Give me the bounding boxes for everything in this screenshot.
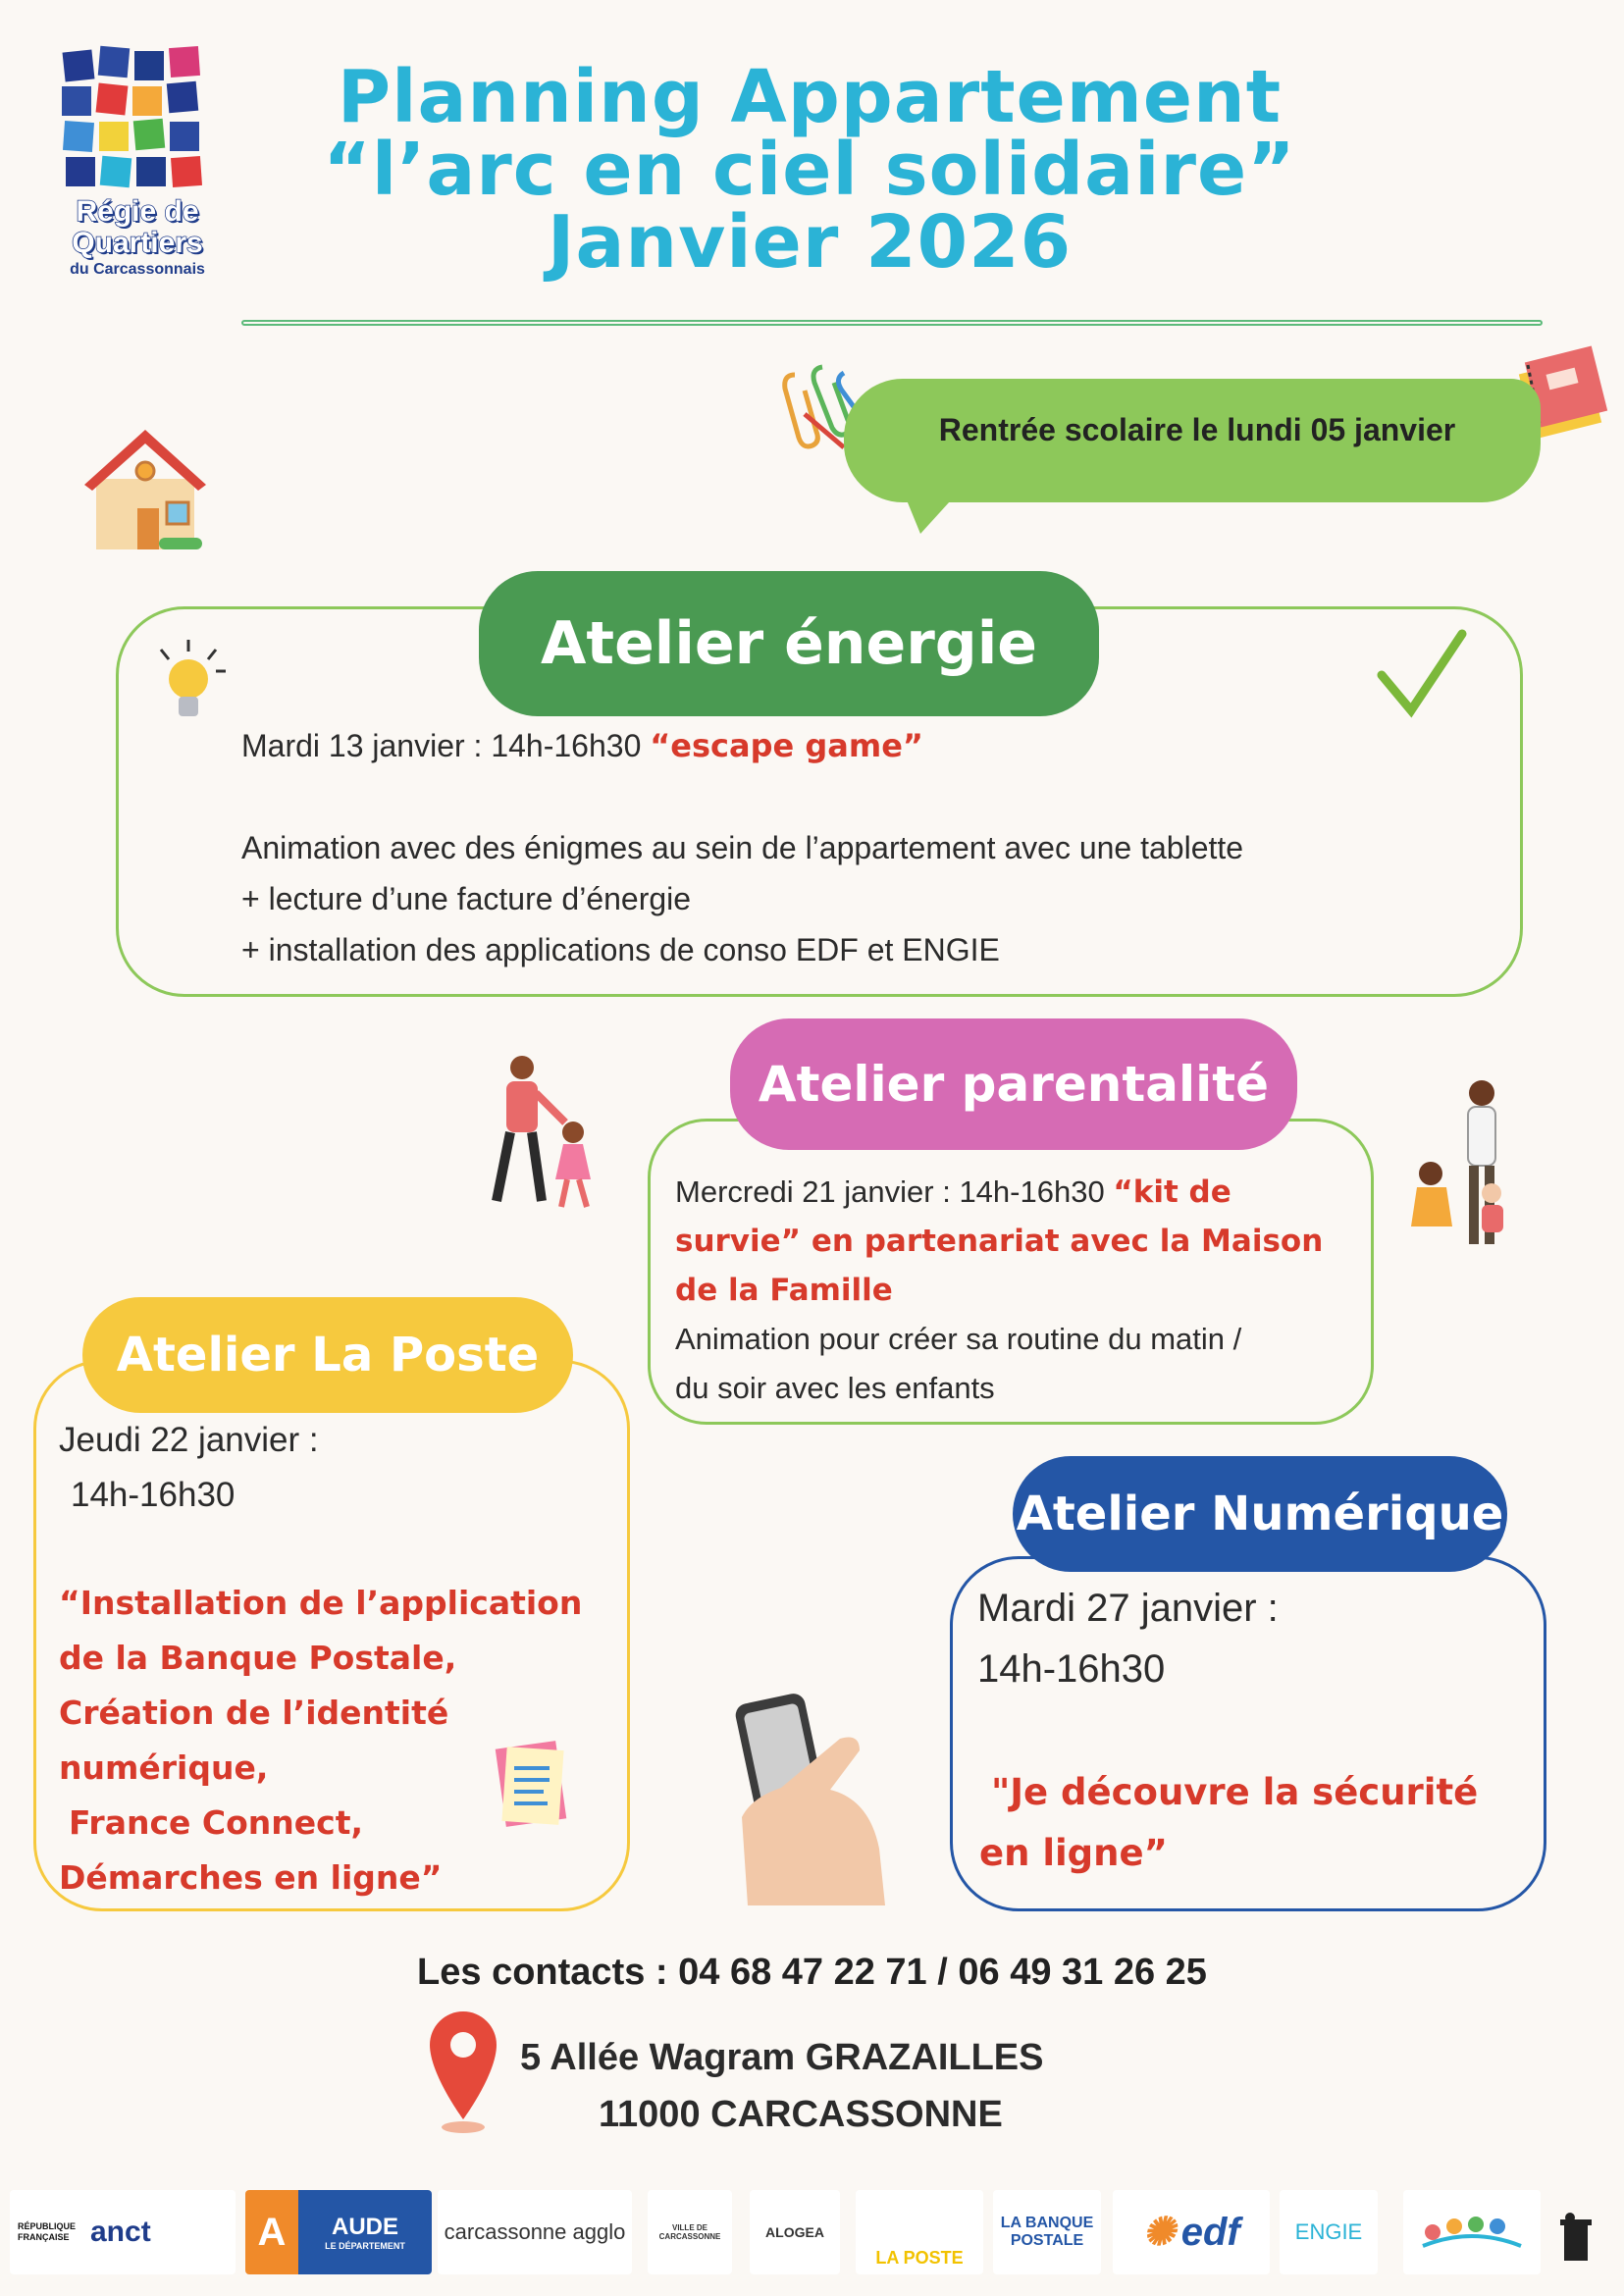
- smartphone-hand-icon: [732, 1690, 909, 1905]
- aude-sub: LE DÉPARTEMENT: [325, 2241, 405, 2251]
- lightbulb-icon: [155, 636, 234, 730]
- numerique-date2: 14h-16h30: [977, 1647, 1166, 1691]
- parentalite-line2: du soir avec les enfants: [675, 1371, 995, 1405]
- edf-flower-icon: ✺: [1142, 2211, 1176, 2254]
- edf-label: edf: [1180, 2210, 1240, 2254]
- parentalite-heading: Atelier parentalité: [730, 1018, 1297, 1150]
- energie-line3: + installation des applications de conso EDF et ENGIE: [241, 932, 1000, 967]
- edf-logo: [1113, 2190, 1270, 2274]
- rf-anct-logo: [10, 2190, 236, 2274]
- aude-a-icon: A: [245, 2190, 298, 2274]
- parentalite-highlight2: survie” en partenariat avec la Maison: [675, 1224, 1324, 1259]
- laposte-logo: LA POSTE: [856, 2190, 983, 2274]
- aude-label: AUDE: [331, 2214, 398, 2240]
- location-pin-icon: [424, 2008, 502, 2137]
- poste-h1: “Installation de l’application: [59, 1584, 583, 1622]
- regie-logo: [54, 41, 221, 304]
- numerique-heading: Atelier Numérique: [1013, 1456, 1507, 1572]
- energie-heading: Atelier énergie: [479, 571, 1099, 716]
- poste-h6: Démarches en ligne”: [59, 1858, 443, 1897]
- parentalite-highlight1: “kit de: [1113, 1174, 1231, 1210]
- trash-bin-icon: [1556, 2212, 1596, 2267]
- title-divider: [241, 320, 1543, 326]
- parentalite-highlight3: de la Famille: [675, 1273, 893, 1308]
- energie-date: Mardi 13 janvier : 14h-16h30: [241, 728, 642, 763]
- poste-heading: Atelier La Poste: [82, 1297, 573, 1413]
- poste-date2: 14h-16h30: [71, 1476, 236, 1514]
- energie-date-line: [241, 720, 1497, 771]
- energie-highlight: “escape game”: [650, 727, 923, 764]
- contacts-phones: Les contacts : 04 68 47 22 71 / 06 49 31 26 25: [417, 1952, 1207, 1993]
- contacts-address1: 5 Allée Wagram GRAZAILLES: [520, 2037, 1044, 2078]
- checkmark-icon: [1374, 628, 1468, 722]
- title-line3: Janvier 2026: [547, 200, 1073, 285]
- parentalite-line-a: [675, 1168, 1362, 1217]
- agglo-logo: carcassonne agglo: [438, 2190, 632, 2274]
- title-line1: Planning Appartement: [337, 55, 1283, 139]
- logo-line1: Régie de: [76, 195, 199, 228]
- poste-h4: numérique,: [59, 1748, 269, 1787]
- logo-line2: Quartiers: [72, 227, 203, 259]
- alogea-logo: ALOGEA: [750, 2190, 840, 2274]
- numerique-h1: "Je découvre la sécurité: [991, 1771, 1479, 1813]
- poste-date1: Jeudi 22 janvier :: [59, 1421, 319, 1459]
- title-line2: “l’arc en ciel solidaire”: [323, 128, 1296, 212]
- numerique-h2: en ligne”: [979, 1832, 1168, 1874]
- engie-logo: ENGIE: [1280, 2190, 1378, 2274]
- house-icon: [77, 420, 214, 557]
- father-child-walking-icon: [477, 1054, 604, 1217]
- energie-line2: + lecture d’une facture d’énergie: [241, 881, 692, 916]
- document-icon: [487, 1735, 577, 1833]
- anct-label: anct: [90, 2216, 151, 2248]
- parentalite-date: Mercredi 21 janvier : 14h-16h30: [675, 1174, 1105, 1209]
- banque-postale-logo: LA BANQUE POSTALE: [993, 2190, 1101, 2274]
- partner-logos: [0, 2190, 1624, 2288]
- parentalite-line1: Animation pour créer sa routine du matin /: [675, 1322, 1242, 1356]
- maison-famille-logo: [1403, 2190, 1541, 2274]
- contacts-address2: 11000 CARCASSONNE: [599, 2094, 1003, 2135]
- poste-h2: de la Banque Postale,: [59, 1639, 457, 1677]
- bubble-tail: [903, 491, 960, 534]
- parents-with-baby-icon: [1403, 1075, 1521, 1262]
- logo-mosaic-icon: [60, 45, 217, 202]
- ville-logo: VILLE DE CARCASSONNE: [648, 2190, 732, 2274]
- energie-line1: Animation avec des énigmes au sein de l’appartement avec une tablette: [241, 830, 1244, 865]
- rentree-text: Rentrée scolaire le lundi 05 janvier: [938, 412, 1456, 447]
- poste-h3: Création de l’identité: [59, 1694, 449, 1732]
- page-title: [245, 55, 1374, 285]
- maison-famille-icon: [1413, 2203, 1531, 2262]
- rf-label: RÉPUBLIQUE FRANÇAISE: [18, 2221, 77, 2242]
- numerique-date1: Mardi 27 janvier :: [977, 1587, 1279, 1630]
- logo-line3: du Carcassonnais: [70, 261, 205, 278]
- aude-logo: [245, 2190, 432, 2274]
- poste-h5: France Connect,: [69, 1803, 364, 1842]
